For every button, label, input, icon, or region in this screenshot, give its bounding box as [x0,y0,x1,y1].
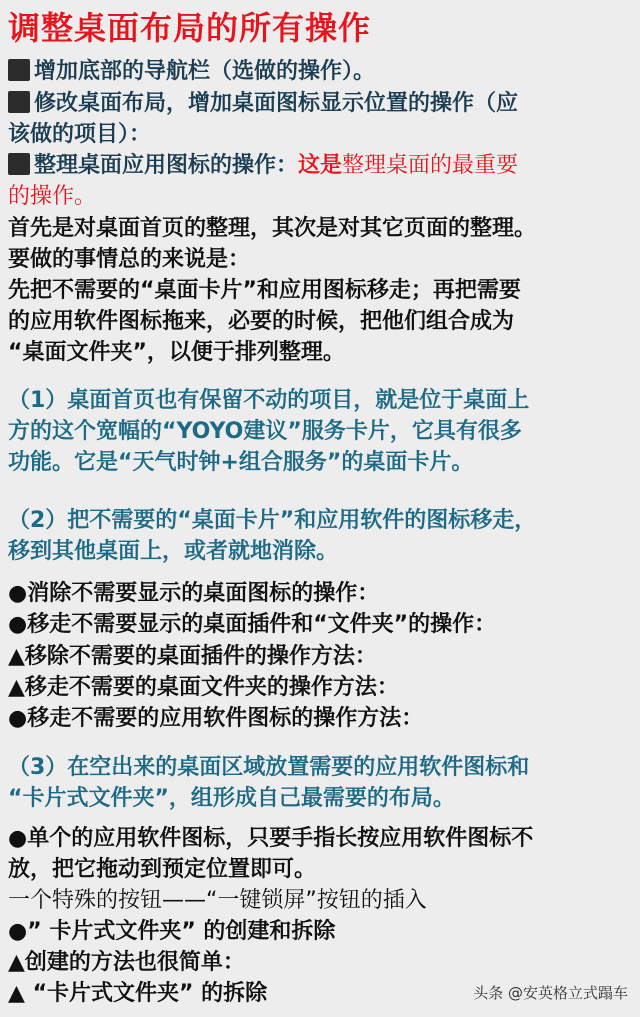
square-bullet-icon [8,153,30,175]
list3-item-6: ▲ “卡片式文件夹” 的拆除 [8,981,268,1006]
square-bullet-icon [8,91,30,113]
item-layout-line2: 该做的项目）： [8,122,152,147]
item-nav-text: 增加底部的导航栏（选做的操作）。 [34,59,376,84]
intro-line-2: 要做的事情总的来说是： [8,247,251,272]
page-title: 调整桌面布局的所有操作 [8,9,372,47]
list2-item-2: ●移走不需要显示的桌面插件和“文件夹”的操作： [8,612,497,637]
item-tidy-line1 [8,150,632,181]
section3-line-2: “卡片式文件夹”，组形成自己最需要的布局。 [8,786,455,811]
intro-line-4: 的应用软件图标拖来，必要的时候，把他们组合成为 [8,309,515,334]
section1-line-3: 功能。它是“天气时钟+组合服务”的桌面卡片。 [8,450,474,475]
item-layout-text1: 修改桌面布局，增加桌面图标显示位置的操作（应 [34,91,519,116]
item-tidy-text-a: 整理桌面应用图标的操作： [34,153,299,178]
list2-item-5: ●移走不需要的应用软件图标的操作方法： [8,706,424,731]
item-layout-line1 [8,88,632,119]
list3-item-1: ●单个的应用软件图标，只要手指长按应用软件图标不 [8,826,534,851]
section3-line-1: （3）在空出来的桌面区域放置需要的应用软件图标和 [8,755,530,780]
intro-line-1: 首先是对桌面首页的整理，其次是对其它页面的整理。 [8,216,537,241]
section2-line-2: 移到其他桌面上，或者就地消除。 [8,539,339,564]
square-bullet-icon [8,59,30,81]
list3-item-3: 一个特殊的按钮——“一键锁屏”按钮的插入 [8,888,427,913]
item-tidy-line2: 的操作。 [8,184,97,209]
section1-line-2: 方的这个宽幅的“YOYO建议”服务卡片，它具有很多 [8,419,522,444]
intro-line-3: 先把不需要的“桌面卡片”和应用图标移走；再把需要 [8,278,521,303]
watermark: 头条 @安英格立式蹋车 [473,984,628,1002]
item-tidy-highlight: 这是 [298,153,343,178]
list2-item-3: ▲移除不需要的桌面插件的操作方法： [8,644,377,669]
list2-item-4: ▲移走不需要的桌面文件夹的操作方法： [8,675,399,700]
section2-line-1: （2）把不需要的“桌面卡片”和应用软件的图标移走， [8,508,537,533]
intro-line-5: “桌面文件夹”，以便于排列整理。 [8,340,345,365]
list3-item-4: ●” 卡片式文件夹” 的创建和拆除 [8,919,336,944]
section1-line-1: （1）桌面首页也有保留不动的项目，就是位于桌面上 [8,388,530,413]
list3-item-2: 放，把它拖动到预定位置即可。 [8,857,317,882]
item-tidy-text-c: 整理桌面的最重要 [342,153,519,178]
list2-item-1: ●消除不需要显示的桌面图标的操作： [8,581,380,606]
list3-item-5: ▲创建的方法也很简单： [8,950,245,975]
item-nav [8,56,632,87]
